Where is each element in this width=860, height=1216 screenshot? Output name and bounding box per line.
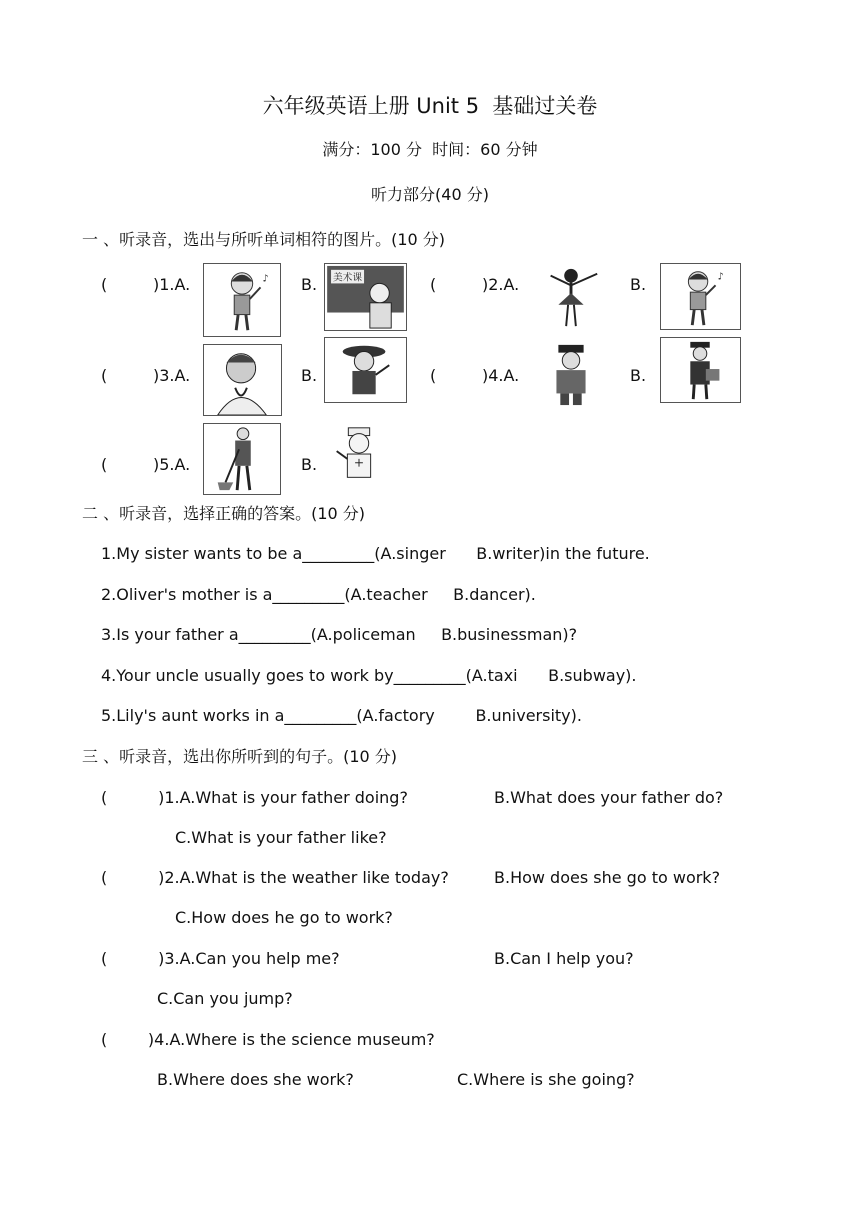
section3-heading: 三 、听录音，选出你所听到的句子。(10 分)	[82, 747, 398, 766]
q1-option-b: B.What does your father do?	[494, 788, 724, 807]
picture-postman[interactable]	[660, 337, 741, 403]
svg-text:♪: ♪	[262, 273, 269, 285]
q2-option-b: B.How does she go to work?	[494, 868, 721, 887]
fill-line-4: 4.Your uncle usually goes to work by_________(A.taxi B.subway).	[101, 666, 637, 685]
section1-heading: 一 、听录音，选出与所听单词相符的图片。(10 分)	[82, 230, 446, 249]
q4-option-b: B.Where does she work?	[157, 1070, 354, 1089]
picture-police-officer[interactable]	[536, 340, 606, 408]
answer-blank-4[interactable]: (	[430, 366, 437, 385]
part-title: 听力部分(40 分)	[371, 185, 489, 204]
q4-option-c: C.Where is she going?	[457, 1070, 635, 1089]
picture-farmer[interactable]	[324, 337, 407, 403]
q2-option-a: ( )2.A.What is the weather like today?	[101, 868, 449, 887]
answer-blank-3[interactable]: (	[101, 366, 108, 385]
picture-doctor[interactable]	[203, 344, 282, 416]
picture-singer-boy-2[interactable]	[660, 263, 741, 330]
picture-singer-boy[interactable]	[203, 263, 281, 337]
sign-text: 美术课	[332, 272, 363, 284]
answer-blank-1[interactable]: (	[101, 275, 108, 294]
page-title: 六年级英语上册 Unit 5 基础过关卷	[262, 94, 598, 118]
option-b-label-5: B.	[301, 455, 318, 474]
fill-line-3: 3.Is your father a_________(A.policeman B.businessman)?	[101, 625, 578, 644]
picture-nurse[interactable]	[324, 421, 394, 489]
section2-heading: 二 、听录音，选择正确的答案。(10 分)	[82, 504, 366, 523]
option-b-label-1: B.	[301, 275, 318, 294]
fill-line-1: 1.My sister wants to be a_________(A.singer B.writer)in the future.	[101, 544, 650, 563]
fill-line-5: 5.Lily's aunt works in a_________(A.factory B.university).	[101, 706, 582, 725]
question-label-2: )2.A.	[482, 275, 520, 294]
fill-line-2: 2.Oliver's mother is a_________(A.teacher B.dancer).	[101, 585, 536, 604]
q1-option-c: C.What is your father like?	[175, 828, 387, 847]
option-b-label-2: B.	[630, 275, 647, 294]
q4-option-a: ( )4.A.Where is the science museum?	[101, 1030, 435, 1049]
q3-option-a: ( )3.A.Can you help me?	[101, 949, 340, 968]
question-label-3: )3.A.	[153, 366, 191, 385]
answer-blank-2[interactable]: (	[430, 275, 437, 294]
option-b-label-4: B.	[630, 366, 647, 385]
question-label-4: )4.A.	[482, 366, 520, 385]
picture-art-teacher[interactable]	[324, 263, 407, 331]
option-b-label-3: B.	[301, 366, 318, 385]
q3-option-c: C.Can you jump?	[157, 989, 293, 1008]
picture-cleaner[interactable]	[203, 423, 281, 495]
q2-option-c: C.How does he go to work?	[175, 908, 393, 927]
q3-option-b: B.Can I help you?	[494, 949, 634, 968]
question-label-5: )5.A.	[153, 455, 191, 474]
svg-text:♪: ♪	[717, 271, 724, 283]
picture-dancer[interactable]	[536, 263, 606, 331]
score-time: 满分：100 分 时间：60 分钟	[322, 140, 538, 159]
answer-blank-5[interactable]: (	[101, 455, 108, 474]
q1-option-a: ( )1.A.What is your father doing?	[101, 788, 408, 807]
question-label-1: )1.A.	[153, 275, 191, 294]
